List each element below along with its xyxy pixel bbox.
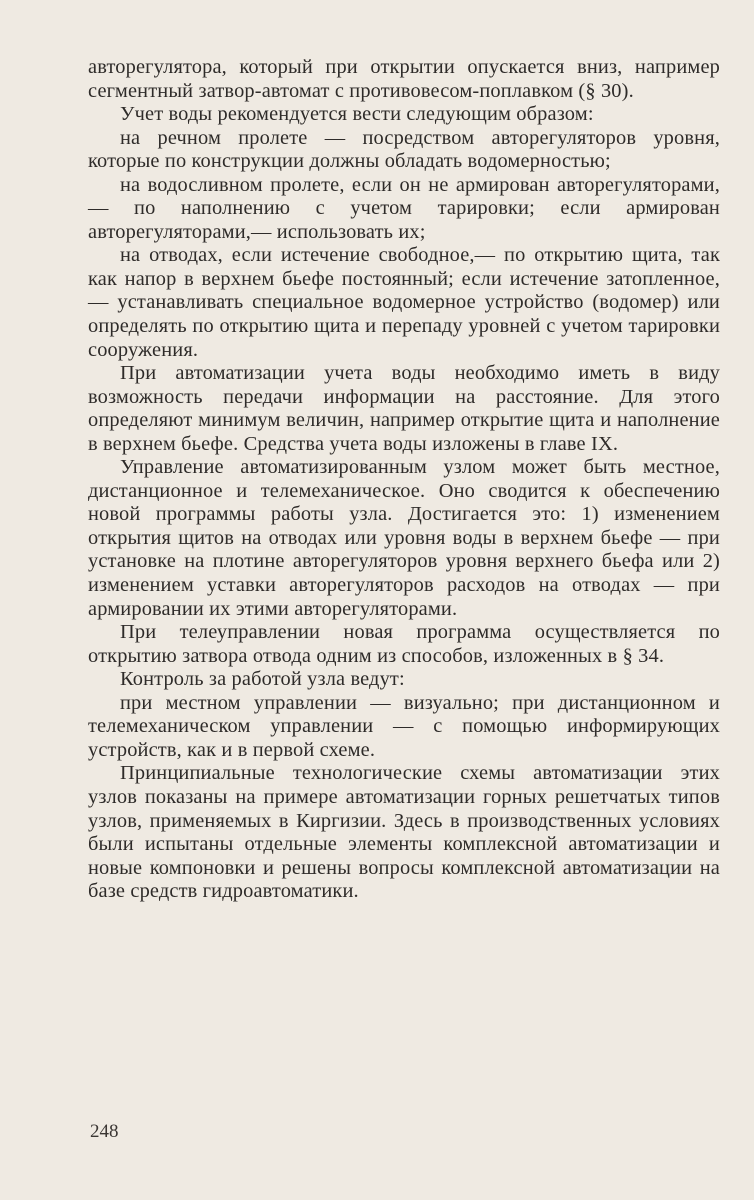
paragraph-3: на речном пролете — посредством авторегуляторов уровня, которые по конструкции должны обладать водомерностью;: [88, 126, 720, 173]
paragraph-11: Принципиальные технологические схемы автоматизации этих узлов показаны на примере автоматизации горных решетчатых типов узлов, применяемых в Киргизии. Здесь в производственных условиях были испытаны отдельные элементы комплексной автоматизации и новые компоновки и решены вопросы комплексной автоматизации на базе средств гидроавтоматики.: [88, 762, 720, 903]
paragraph-5: на отводах, если истечение свободное,— по открытию щита, так как напор в верхнем бьефе постоянный; если истечение затопленное,— устанавливать специальное водомерное устройство (водомер) или определять по открытию щита и перепаду уровней с учетом тарировки сооружения.: [88, 244, 720, 361]
paragraph-6: При автоматизации учета воды необходимо иметь в виду возможность передачи информации на расстояние. Для этого определяют минимум величин, например открытие щита и наполнение в верхнем бьефе. Средства учета воды изложены в главе IX.: [88, 362, 720, 455]
paragraph-7: Управление автоматизированным узлом может быть местное, дистанционное и телемеханическое. Оно сводится к обеспечению новой программы работы узла. Достигается это: 1) изменением открытия щитов на отводах или уровня воды в верхнем бьефе — при установке на плотине авторегуляторов уровня верхнего бьефа или 2) изменением уставки авторегуляторов расходов на отводах — при армировании их этими авторегуляторами.: [88, 456, 720, 620]
paragraph-8: При телеуправлении новая программа осуществляется по открытию затвора отвода одним из способов, изложенных в § 34.: [88, 621, 720, 667]
body-text: [88, 56, 720, 904]
page-number: 248: [90, 1121, 119, 1142]
paragraph-4: на водосливном пролете, если он не армирован авторегуляторами,— по наполнению с учетом тарировки; если армирован авторегуляторами,— использовать их;: [88, 173, 720, 243]
paragraph-1: авторегулятора, который при открытии опускается вниз, например сегментный затвор-автомат с противовесом-поплавком (§ 30).: [88, 56, 720, 102]
paragraph-10: при местном управлении — визуально; при дистанционном и телемеханическом управлении — с помощью информирующих устройств, как и в первой схеме.: [88, 691, 720, 761]
paragraph-9: Контроль за работой узла ведут:: [120, 668, 405, 691]
paragraph-2: Учет воды рекомендуется вести следующим образом:: [120, 103, 594, 126]
